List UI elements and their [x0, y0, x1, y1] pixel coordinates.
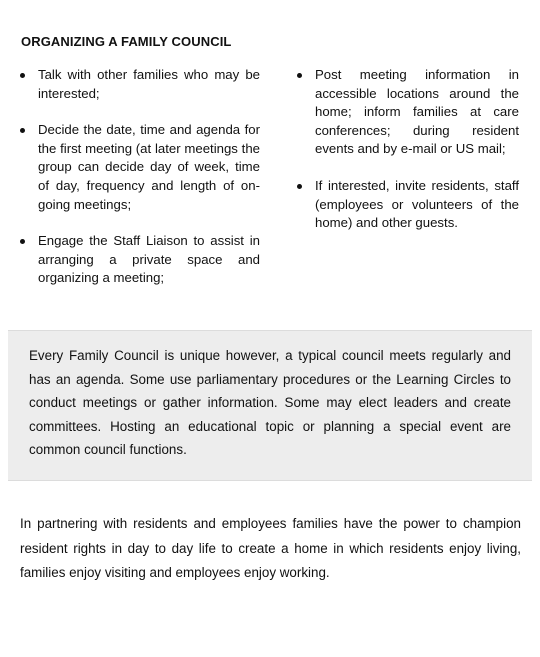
bullet-icon	[297, 73, 302, 78]
list-item	[20, 121, 260, 214]
bullet-icon	[20, 128, 25, 133]
left-bullet-list	[20, 66, 260, 306]
callout-paragraph: Every Family Council is unique however, a typical council meets regularly and has an agenda. Some use parliamentary procedures or the Learning Circles to conduct meetings or gather information. Some may elect leaders and create committees. Hosting an educational topic or planning a special event are common council functions.	[29, 348, 511, 457]
list-item	[297, 66, 519, 159]
list-item-text: Engage the Staff Liaison to assist in arranging a private space and organizing a meeting;	[38, 233, 260, 286]
list-item	[20, 66, 260, 103]
list-item-text: Decide the date, time and agenda for the first meeting (at later meetings the group can decide day of week, time of day, frequency and length of on-going meetings;	[38, 122, 260, 212]
list-item	[297, 177, 519, 233]
list-item-text: If interested, invite residents, staff (employees or volunteers of the home) and other guests.	[315, 177, 519, 231]
closing-paragraph: In partnering with residents and employees families have the power to champion resident rights in day to day life to create a home in which residents enjoy living, families enjoy visiting and employees enjoy working.	[20, 516, 521, 580]
document-title: ORGANIZING A FAMILY COUNCIL	[21, 34, 232, 49]
list-item	[20, 232, 260, 288]
callout-box	[8, 330, 532, 481]
list-item-text: Post meeting information in accessible locations around the home; inform families at care conferences; during resident events and by e-mail or US mail;	[315, 67, 519, 157]
bullet-icon	[20, 239, 25, 244]
list-item-text: Talk with other families who may be interested;	[38, 67, 260, 101]
right-bullet-list	[297, 66, 519, 251]
bullet-icon	[20, 73, 25, 78]
bullet-icon	[297, 184, 302, 189]
